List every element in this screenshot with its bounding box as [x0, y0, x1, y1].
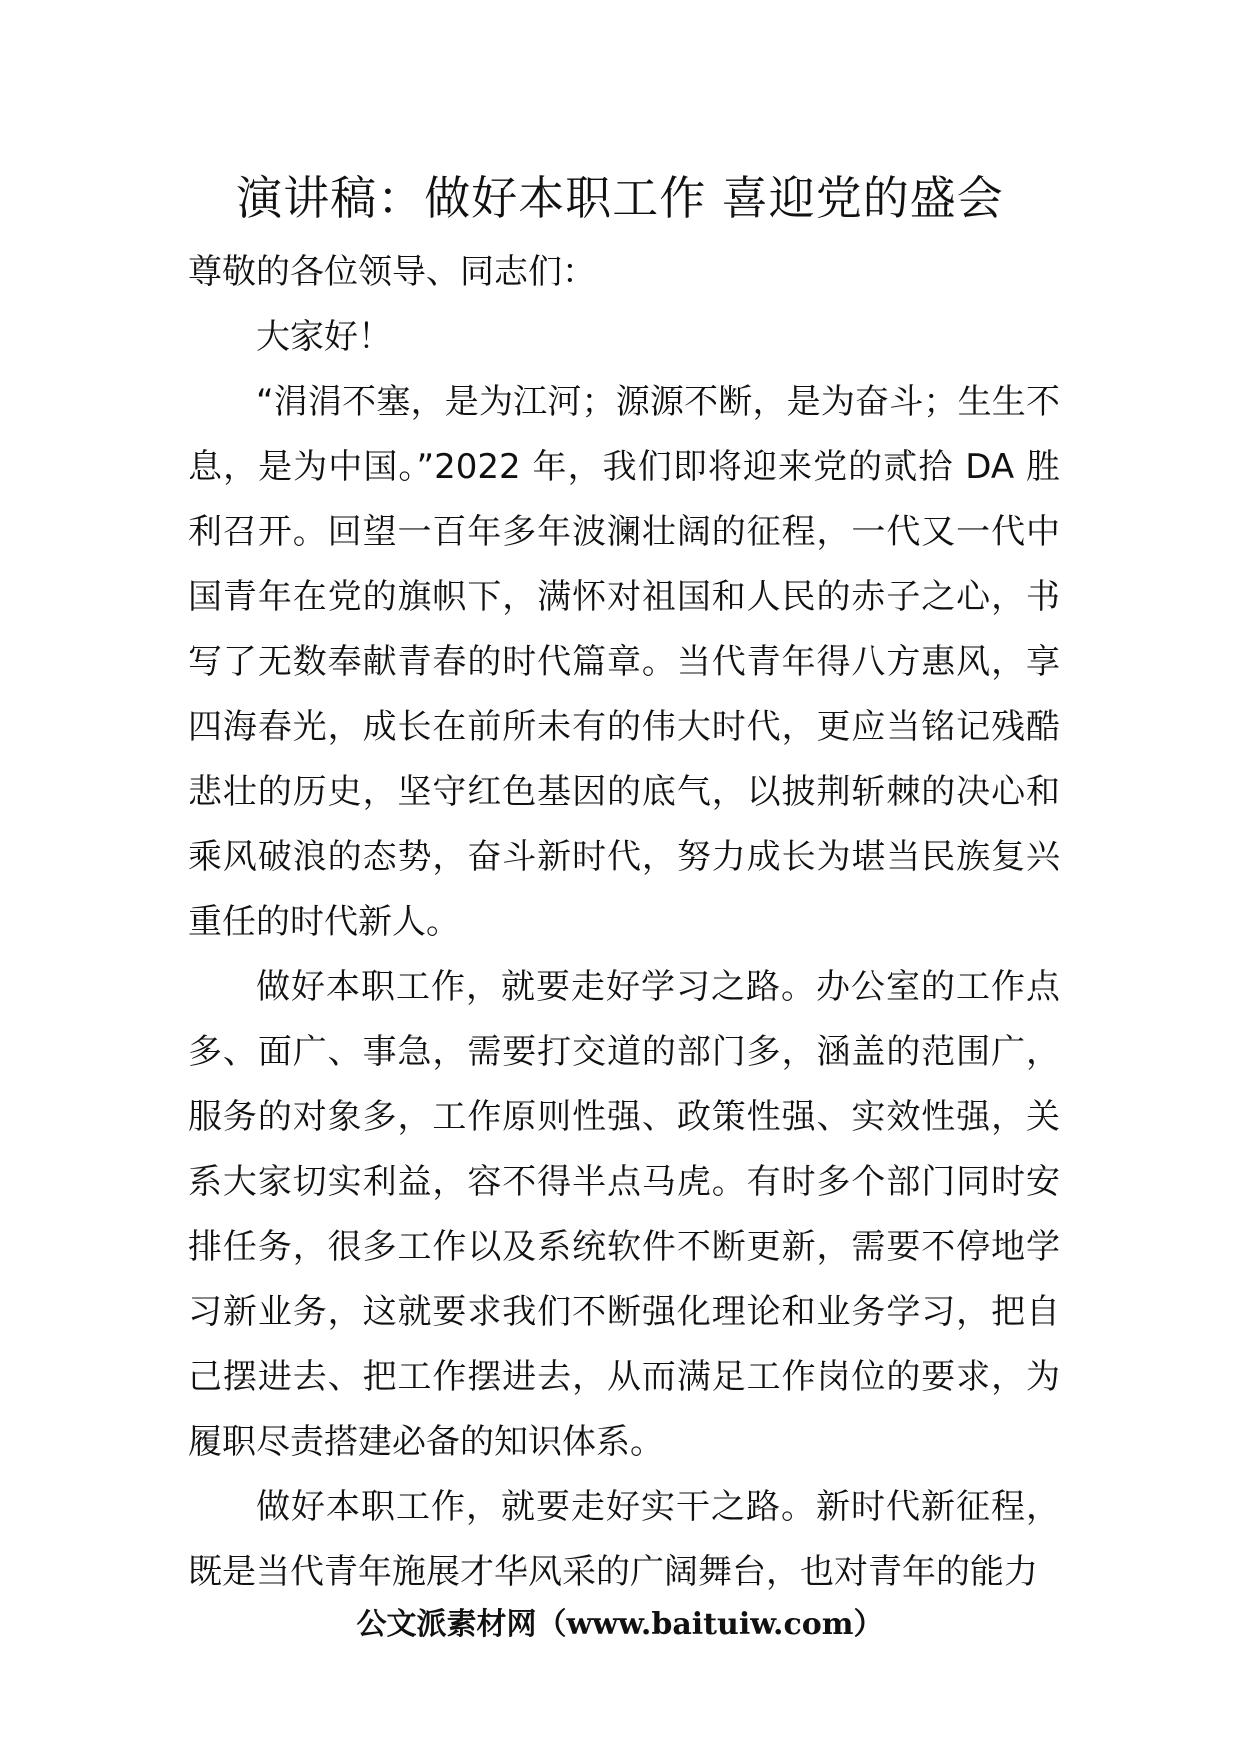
document-body: [188, 240, 1060, 1605]
salutation: 尊敬的各位领导、同志们：: [188, 252, 596, 292]
paragraph-greeting: 大家好！: [256, 317, 392, 357]
footer-watermark: 公文派素材网（www.baituiw.com）: [356, 1607, 884, 1642]
document-title: 演讲稿：做好本职工作 喜迎党的盛会: [236, 171, 1004, 225]
paragraph-practice: 做好本职工作，就要走好实干之路。新时代新征程，既是当代青年施展才华风采的广阔舞台，也对青年的能力: [188, 1487, 1060, 1592]
paragraph-intro: “涓涓不塞，是为江河；源源不断，是为奋斗；生生不息，是为中国。”2022 年，我们即将迎来党的贰拾 DA 胜利召开。回望一百年多年波澜壮阔的征程，一代又一代中国青年在党的旗帜下，满怀对祖国和人民的赤子之心，书写了无数奉献青春的时代篇章。当代青年得八方惠风，享四海春光，成长在前所未有的伟大时代，更应当铭记残酷悲壮的历史，坚守红色基因的底气，以披荆斩棘的决心和乘风破浪的态势，奋斗新时代，努力成长为堪当民族复兴重任的时代新人。: [188, 382, 1060, 942]
paragraph-study: 做好本职工作，就要走好学习之路。办公室的工作点多、面广、事急，需要打交道的部门多，涵盖的范围广，服务的对象多，工作原则性强、政策性强、实效性强，关系大家切实利益，容不得半点马虎。有时多个部门同时安排任务，很多工作以及系统软件不断更新，需要不停地学习新业务，这就要求我们不断强化理论和业务学习，把自己摆进去、把工作摆进去，从而满足工作岗位的要求，为履职尽责搭建必备的知识体系。: [188, 967, 1060, 1462]
